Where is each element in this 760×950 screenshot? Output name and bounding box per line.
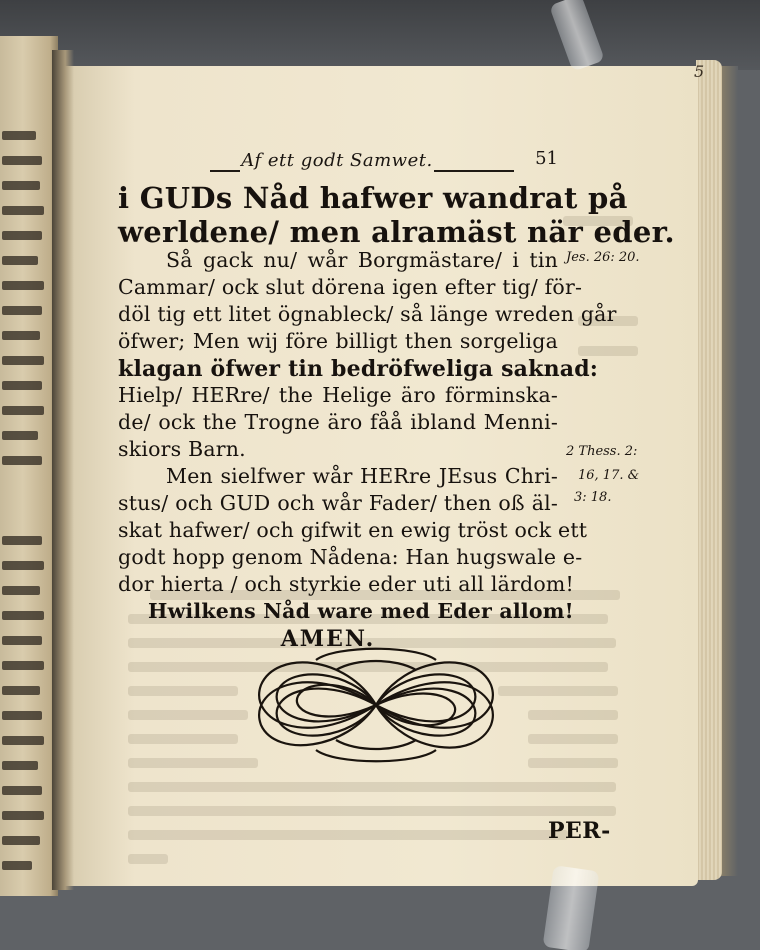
scanner-clip-bottom bbox=[543, 865, 600, 950]
page-number: 51 bbox=[535, 148, 558, 169]
text-line: skiors Barn. bbox=[118, 437, 246, 461]
gutter-shadow bbox=[52, 50, 74, 890]
corner-mark: 5 bbox=[694, 62, 705, 81]
text-line: öfwer; Men wij före billigt then sorgeliga bbox=[118, 329, 558, 353]
text-line: Hielp/ HERre/ the Helige äro förminska- bbox=[118, 383, 558, 407]
page-edge-shadow bbox=[720, 66, 738, 876]
text-line: klagan öfwer tin bedröfweliga saknad: bbox=[118, 356, 599, 382]
text-line: Hwilkens Nåd ware med Eder allom! bbox=[148, 599, 574, 623]
header-rule-right bbox=[434, 170, 514, 172]
catchword: PER- bbox=[548, 818, 611, 844]
text-line: skat hafwer/ och gifwit en ewig tröst ock ett bbox=[118, 518, 588, 542]
amen-line: AMEN. bbox=[280, 626, 376, 652]
page-edges bbox=[696, 60, 722, 880]
margin-note: 3: 18. bbox=[574, 490, 612, 505]
text-line: dor hierta / och styrkie eder uti all lärdom! bbox=[118, 572, 574, 596]
left-facing-page bbox=[0, 36, 58, 896]
header-rule-left bbox=[210, 170, 240, 172]
text-line: Men sielfwer wår HERre JEsus Chri- bbox=[166, 464, 558, 488]
text-line: Så gack nu/ wår Borgmästare/ i tin bbox=[166, 248, 558, 272]
margin-note: 2 Thess. 2: bbox=[566, 444, 638, 459]
scanner-background bbox=[0, 0, 760, 70]
text-line: i GUDs Nåd hafwer wandrat på bbox=[118, 181, 628, 215]
text-line: döl tig ett litet ögnableck/ så länge wreden går bbox=[118, 302, 617, 326]
margin-note: 16, 17. & bbox=[578, 468, 640, 483]
margin-note: Jes. 26: 20. bbox=[566, 250, 640, 265]
text-line: Cammar/ ock slut dörena igen efter tig/ för- bbox=[118, 275, 583, 299]
running-title: Af ett godt Samwet. bbox=[241, 150, 433, 171]
text-line: stus/ och GUD och wår Fader/ then oß äl- bbox=[118, 491, 558, 515]
calligraphic-ornament bbox=[236, 640, 516, 770]
text-line: de/ ock the Trogne äro fåå ibland Menni- bbox=[118, 410, 558, 434]
text-line: godt hopp genom Nådena: Han hugswale e- bbox=[118, 545, 583, 569]
text-line: werldene/ men alramäst när eder. bbox=[118, 215, 675, 249]
running-header bbox=[222, 150, 558, 176]
